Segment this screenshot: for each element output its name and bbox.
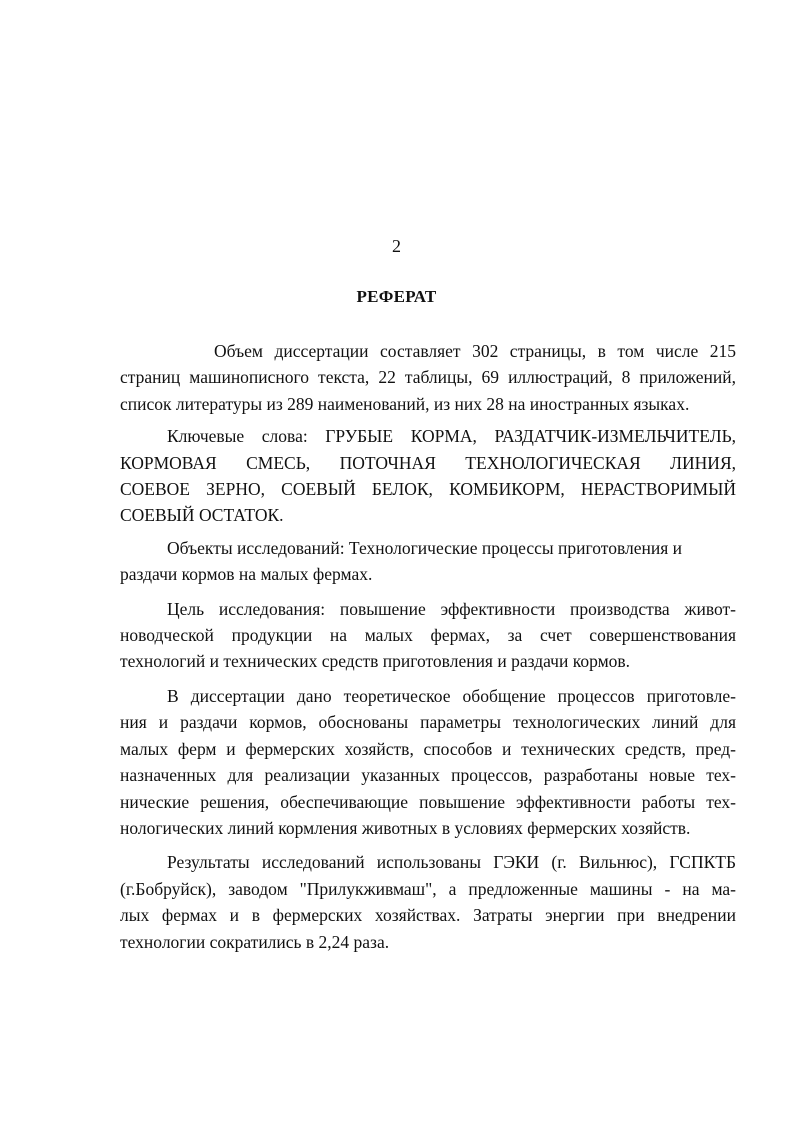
- paragraph-goal: [120, 596, 736, 675]
- text-line: нические решения, обеспечивающие повышение эффективности работы тех-: [120, 791, 736, 812]
- document-body: [120, 338, 736, 955]
- page-title: РЕФЕРАТ: [356, 287, 437, 306]
- text-line: технологии сократились в 2,24 раза.: [120, 931, 390, 952]
- text-line: лых фермах и в фермерских хозяйствах. Затраты энергии при внедрении: [120, 905, 736, 926]
- text-line: Результаты исследований использованы ГЭКИ (г. Вильнюс), ГСПКТБ: [167, 852, 736, 873]
- paragraph-volume: [120, 338, 736, 417]
- text-line: Цель исследования: повышение эффективности производства живот-: [167, 598, 736, 619]
- paragraph-summary: [120, 683, 736, 841]
- text-line: Объекты исследований: Технологические процессы приготовления и: [167, 537, 682, 558]
- text-line: раздачи кормов на малых фермах.: [120, 564, 373, 585]
- text-line: список литературы из 289 наименований, из них 28 на иностранных языках.: [120, 393, 690, 414]
- text-line: нологических линий кормления животных в условиях фермерских хозяйств.: [120, 817, 691, 838]
- text-line: страниц машинописного текста, 22 таблицы, 69 иллюстраций, 8 приложений,: [120, 367, 736, 388]
- text-line: СОЕВОЕ ЗЕРНО, СОЕВЫЙ БЕЛОК, КОМБИКОРМ, НЕРАСТВОРИМЫЙ: [120, 479, 736, 500]
- text-line: СОЕВЫЙ ОСТАТОК.: [120, 505, 284, 526]
- text-line: (г.Бобруйск), заводом "Прилукживмаш", а предложенные машины - на ма-: [120, 878, 736, 899]
- text-line: технологий и технических средств приготовления и раздачи кормов.: [120, 651, 631, 672]
- page-number: 2: [392, 236, 401, 256]
- paragraph-results: [120, 849, 736, 955]
- text-line: КОРМОВАЯ СМЕСЬ, ПОТОЧНАЯ ТЕХНОЛОГИЧЕСКАЯ ЛИНИЯ,: [120, 452, 736, 473]
- text-line: Объем диссертации составляет 302 страницы, в том числе 215: [214, 341, 736, 361]
- text-line: малых ферм и фермерских хозяйств, способов и технических средств, пред-: [120, 738, 736, 759]
- paragraph-objects: [120, 535, 736, 588]
- text-line: Ключевые слова: ГРУБЫЕ КОРМА, РАЗДАТЧИК-ИЗМЕЛЬЧИТЕЛЬ,: [167, 426, 736, 447]
- text-line: В диссертации дано теоретическое обобщение процессов приготовле-: [167, 685, 736, 706]
- text-line: новодческой продукции на малых фермах, за счет совершенствования: [120, 625, 736, 646]
- text-line: назначенных для реализации указанных процессов, разработаны новые тех-: [120, 765, 736, 786]
- paragraph-keywords: [120, 423, 736, 529]
- text-line: ния и раздачи кормов, обоснованы параметры технологических линий для: [120, 712, 736, 733]
